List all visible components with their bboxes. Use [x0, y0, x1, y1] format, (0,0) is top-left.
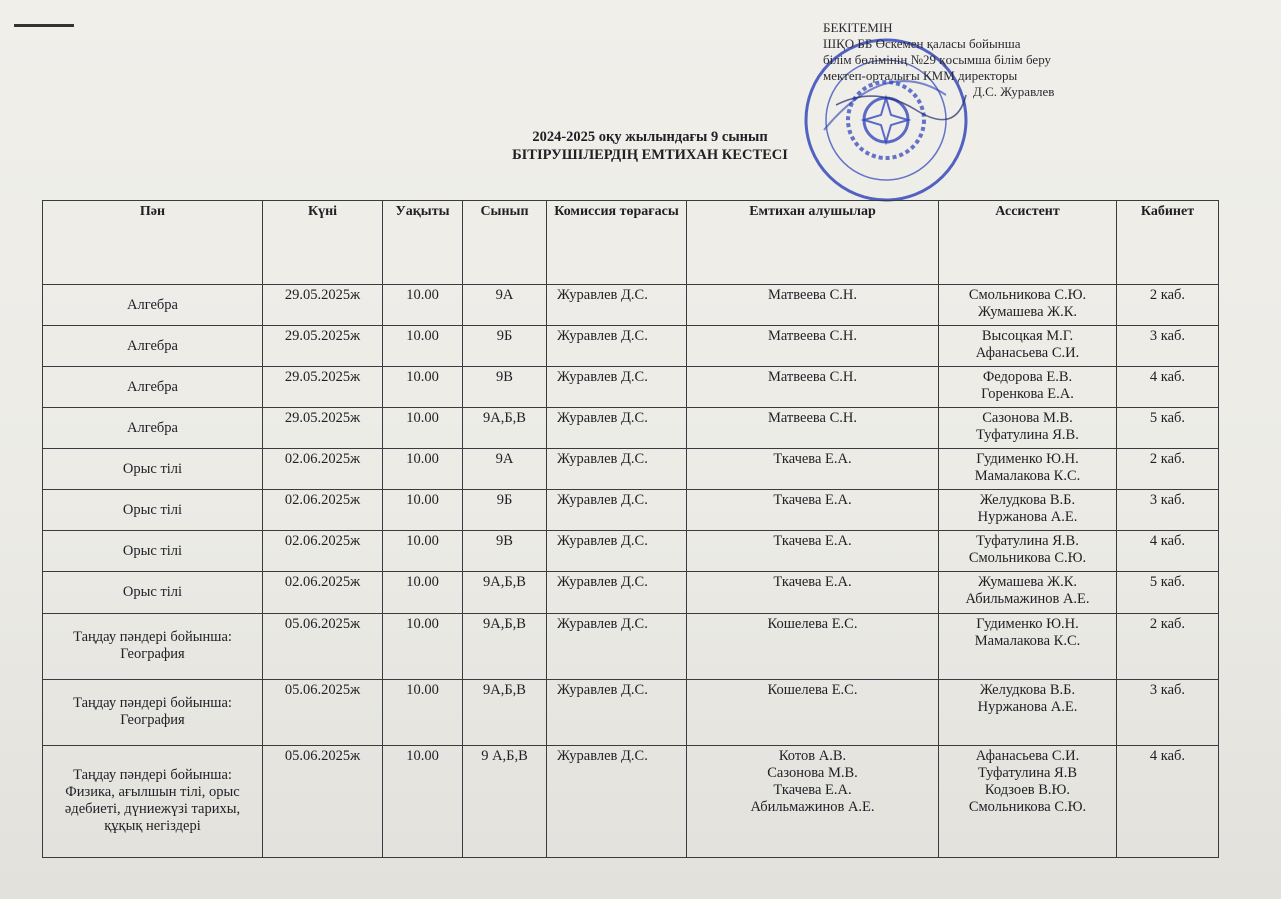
examiner-name: Котов А.В. [778, 747, 847, 764]
table-row [43, 326, 1219, 367]
table-row [43, 449, 1219, 490]
room-cell: 5 каб. [1117, 408, 1219, 449]
table-row [43, 285, 1219, 326]
table-row [43, 613, 1219, 679]
table-header-row [43, 201, 1219, 285]
subject-cell: Таңдау пәндері бойынша: Физика, ағылшын тілі, орыс әдебиеті, дүниежүзі тарихы, құқық негіздері [43, 745, 263, 857]
assistants-cell [939, 613, 1117, 679]
time-cell: 10.00 [383, 572, 463, 613]
time-cell: 10.00 [383, 745, 463, 857]
assistants-cell [939, 490, 1117, 531]
time-cell: 10.00 [383, 679, 463, 745]
approval-signature: Д.С. Журавлев [973, 84, 1055, 99]
room-cell: 5 каб. [1117, 572, 1219, 613]
approval-line: мектеп-орталығы КММ директоры [823, 68, 1018, 83]
header-assistant: Ассистент [939, 201, 1117, 285]
table-row [43, 679, 1219, 745]
subject-cell: Таңдау пәндері бойынша: География [43, 679, 263, 745]
class-cell: 9А,Б,В [463, 408, 547, 449]
room-cell: 4 каб. [1117, 745, 1219, 857]
subject-cell: Орыс тілі [43, 490, 263, 531]
chair-cell: Журавлев Д.С. [547, 572, 687, 613]
examiners-cell [687, 367, 939, 408]
assistants-cell [939, 449, 1117, 490]
room-cell: 2 каб. [1117, 613, 1219, 679]
examiners-cell [687, 326, 939, 367]
assistant-name: Федорова Е.В. [982, 369, 1073, 386]
chair-cell: Журавлев Д.С. [547, 679, 687, 745]
examiners-cell [687, 613, 939, 679]
assistants-cell [939, 285, 1117, 326]
chair-cell: Журавлев Д.С. [547, 531, 687, 572]
examiner-name: Матвеева С.Н. [767, 328, 858, 345]
time-cell: 10.00 [383, 285, 463, 326]
assistant-name: Афанасьева С.И. [975, 747, 1080, 764]
assistant-name: Гудименко Ю.Н. [976, 451, 1079, 468]
date-cell: 29.05.2025ж [263, 408, 383, 449]
assistant-name: Жумашева Ж.К. [977, 574, 1078, 591]
date-cell: 29.05.2025ж [263, 367, 383, 408]
chair-cell: Журавлев Д.С. [547, 408, 687, 449]
examiners-cell [687, 531, 939, 572]
room-cell: 2 каб. [1117, 285, 1219, 326]
room-cell: 3 каб. [1117, 490, 1219, 531]
assistants-cell [939, 572, 1117, 613]
header-time: Уақыты [383, 201, 463, 285]
chair-cell: Журавлев Д.С. [547, 326, 687, 367]
approval-line: ШҚО ББ Өскемен қаласы бойынша [823, 36, 1021, 51]
subject-cell: Алгебра [43, 326, 263, 367]
examiner-name: Ткачева Е.А. [773, 451, 852, 468]
title-line-2: БІТІРУШІЛЕРДІҢ ЕМТИХАН КЕСТЕСІ [512, 147, 788, 163]
time-cell: 10.00 [383, 613, 463, 679]
room-cell: 2 каб. [1117, 449, 1219, 490]
header-date: Күні [263, 201, 383, 285]
examiner-name: Кошелева Е.С. [767, 681, 858, 698]
class-cell: 9А,Б,В [463, 679, 547, 745]
assistant-name: Смольникова С.Ю. [968, 550, 1087, 567]
assistant-name: Гудименко Ю.Н. [976, 615, 1079, 632]
assistant-name: Нуржанова А.Е. [977, 509, 1078, 526]
assistant-name: Мамалакова К.С. [974, 468, 1081, 485]
assistants-cell [939, 326, 1117, 367]
examiners-cell [687, 679, 939, 745]
assistant-name: Афанасьева С.И. [975, 345, 1080, 362]
date-cell: 02.06.2025ж [263, 449, 383, 490]
chair-cell: Журавлев Д.С. [547, 490, 687, 531]
chair-cell: Журавлев Д.С. [547, 745, 687, 857]
table-row [43, 408, 1219, 449]
examiner-name: Матвеева С.Н. [767, 287, 858, 303]
examiner-name: Ткачева Е.А. [773, 781, 852, 798]
assistant-name: Желудкова В.Б. [979, 492, 1076, 509]
approval-line: білім бөлімінің №29 қосымша білім беру [823, 52, 1052, 67]
examiner-name: Ткачева Е.А. [773, 533, 852, 550]
subject-cell: Орыс тілі [43, 531, 263, 572]
assistant-name: Мамалакова К.С. [974, 632, 1081, 649]
table-row [43, 367, 1219, 408]
examiners-cell [687, 490, 939, 531]
date-cell: 05.06.2025ж [263, 679, 383, 745]
examiner-name: Кошелева Е.С. [767, 615, 858, 632]
assistant-name: Жумашева Ж.К. [977, 304, 1078, 320]
examiners-cell [687, 449, 939, 490]
class-cell: 9А,Б,В [463, 613, 547, 679]
class-cell: 9В [463, 531, 547, 572]
assistant-name: Горенкова Е.А. [981, 386, 1074, 403]
date-cell: 05.06.2025ж [263, 745, 383, 857]
header-examiners: Емтихан алушылар [687, 201, 939, 285]
room-cell: 3 каб. [1117, 679, 1219, 745]
date-cell: 02.06.2025ж [263, 531, 383, 572]
table-row [43, 490, 1219, 531]
subject-cell: Алгебра [43, 367, 263, 408]
title-line-1: 2024-2025 оқу жылындағы 9 сынып [532, 129, 768, 145]
examiner-name: Матвеева С.Н. [767, 410, 858, 427]
class-cell: 9А,Б,В [463, 572, 547, 613]
examiners-cell [687, 572, 939, 613]
header-class: Сынып [463, 201, 547, 285]
examiner-name: Ткачева Е.А. [773, 574, 852, 591]
assistant-name: Абильмажинов А.Е. [965, 591, 1090, 608]
header-subject: Пән [43, 201, 263, 285]
table-row [43, 531, 1219, 572]
examiner-name: Матвеева С.Н. [767, 369, 858, 386]
assistant-name: Сазонова М.В. [982, 410, 1073, 427]
date-cell: 05.06.2025ж [263, 613, 383, 679]
assistants-cell [939, 408, 1117, 449]
assistant-name: Высоцкая М.Г. [981, 328, 1074, 345]
class-cell: 9Б [463, 490, 547, 531]
assistant-name: Смольникова С.Ю. [968, 287, 1087, 303]
assistant-name: Туфатулина Я.В. [976, 533, 1079, 550]
subject-cell: Орыс тілі [43, 572, 263, 613]
header-room: Кабинет [1117, 201, 1219, 285]
header-commission: Комиссия төрағасы [547, 201, 687, 285]
examiner-name: Абильмажинов А.Е. [750, 798, 875, 815]
assistant-name: Смольникова С.Ю. [968, 798, 1087, 815]
time-cell: 10.00 [383, 531, 463, 572]
examiner-name: Ткачева Е.А. [773, 492, 852, 509]
time-cell: 10.00 [383, 490, 463, 531]
approval-line: БЕКІТЕМІН [823, 20, 893, 35]
assistants-cell [939, 745, 1117, 857]
chair-cell: Журавлев Д.С. [547, 613, 687, 679]
examiners-cell [687, 408, 939, 449]
chair-cell: Журавлев Д.С. [547, 367, 687, 408]
assistants-cell [939, 679, 1117, 745]
table-row [43, 745, 1219, 857]
subject-cell: Алгебра [43, 285, 263, 326]
chair-cell: Журавлев Д.С. [547, 449, 687, 490]
exam-schedule-table [42, 200, 1219, 858]
assistant-name: Нуржанова А.Е. [977, 698, 1078, 715]
room-cell: 3 каб. [1117, 326, 1219, 367]
assistant-name: Туфатулина Я.В. [976, 427, 1079, 444]
date-cell: 02.06.2025ж [263, 572, 383, 613]
room-cell: 4 каб. [1117, 367, 1219, 408]
examiners-cell [687, 285, 939, 326]
examiner-name: Сазонова М.В. [767, 764, 858, 781]
class-cell: 9А [463, 449, 547, 490]
assistant-name: Желудкова В.Б. [979, 681, 1076, 698]
class-cell: 9 А,Б,В [463, 745, 547, 857]
page-title [440, 128, 860, 164]
subject-cell: Таңдау пәндері бойынша: География [43, 613, 263, 679]
date-cell: 29.05.2025ж [263, 326, 383, 367]
class-cell: 9Б [463, 326, 547, 367]
time-cell: 10.00 [383, 408, 463, 449]
assistants-cell [939, 367, 1117, 408]
subject-cell: Алгебра [43, 408, 263, 449]
table-row [43, 572, 1219, 613]
time-cell: 10.00 [383, 326, 463, 367]
chair-cell: Журавлев Д.С. [547, 285, 687, 326]
approval-block [823, 20, 1123, 100]
time-cell: 10.00 [383, 367, 463, 408]
class-cell: 9В [463, 367, 547, 408]
time-cell: 10.00 [383, 449, 463, 490]
class-cell: 9А [463, 285, 547, 326]
date-cell: 29.05.2025ж [263, 285, 383, 326]
assistants-cell [939, 531, 1117, 572]
date-cell: 02.06.2025ж [263, 490, 383, 531]
assistant-name: Туфатулина Я.В [977, 764, 1078, 781]
assistant-name: Кодзоев В.Ю. [984, 781, 1071, 798]
subject-cell: Орыс тілі [43, 449, 263, 490]
examiners-cell [687, 745, 939, 857]
room-cell: 4 каб. [1117, 531, 1219, 572]
top-rule [14, 24, 74, 27]
